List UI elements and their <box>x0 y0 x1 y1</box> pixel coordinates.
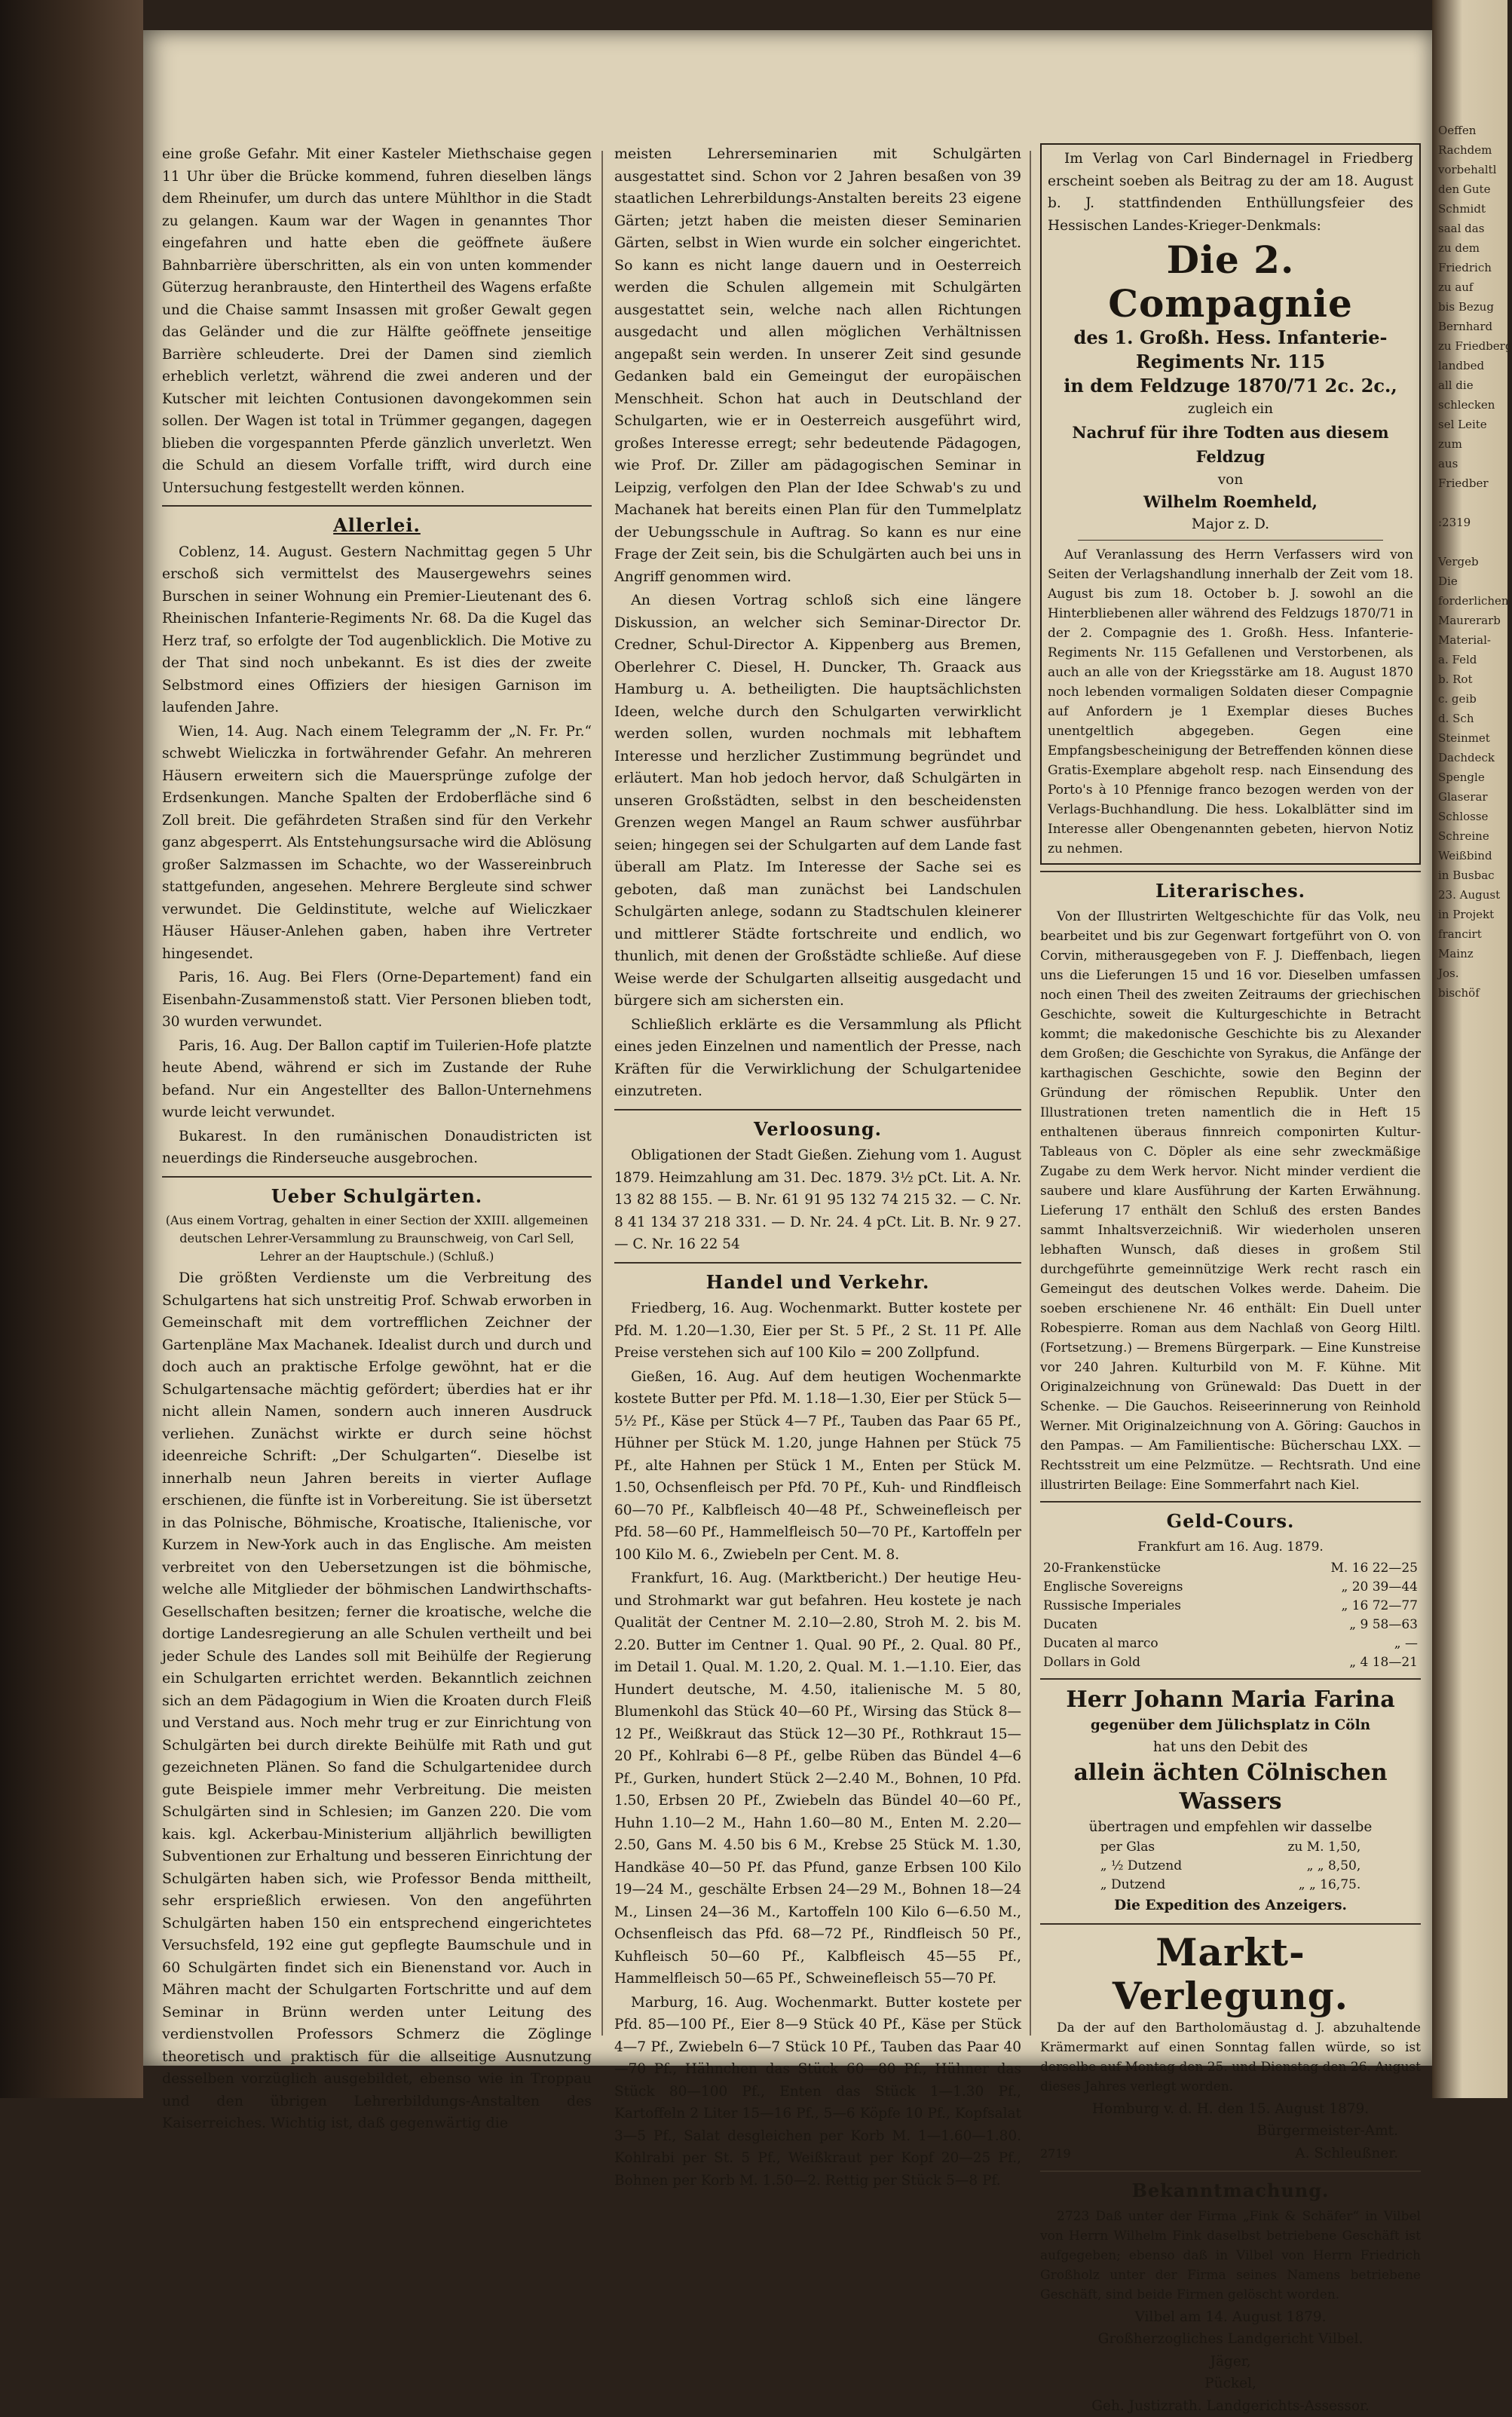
farina-name: Herr Johann Maria Farina <box>1040 1686 1421 1714</box>
geld-cours-heading: Geld-Cours. <box>1040 1510 1421 1533</box>
book-title: Die 2. Compagnie <box>1048 238 1413 326</box>
book-binding <box>0 0 143 2098</box>
bekanntmachung-name-1: Jäger, <box>1040 2351 1421 2373</box>
divider <box>614 1262 1021 1264</box>
farina-product: allein ächten Cölnischen Wassers <box>1040 1759 1421 1816</box>
table-row <box>1040 1597 1421 1616</box>
accident-report: eine große Gefahr. Mit einer Kasteler Miethschaise gegen 11 Uhr über die Brücke kommend, fuhren dieselben längs dem Rheinufer, um durch das untere Mühlthor in die Stadt zu gelangen. Kaum war der Wagen in genanntes Thor eingefahren und hatte eben die geöffnete äußere Bahnbarrière überschritten, als ein von unten kommender Güterzug heranbrauste, den Hintertheil des Wagens erfaßte und die Chaise sammt Insassen mit großer Gewalt gegen das Geländer und die zur Hälfte geöffnete jenseitige Barrière schleuderte. Drei der Damen sind ziemlich erheblich verletzt, während die zwei anderen und der Kutscher mit leichten Contusionen davongekommen sein sollen. Der Wagen ist total in Trümmer gegangen, dagegen blieben die vorgespannten Pferde gänzlich unverletzt. Wen die Schuld an diesem Vorfalle trifft, wird durch eine Untersuchung festgestellt werden können. <box>162 143 592 499</box>
market-marburg: Marburg, 16. Aug. Wochenmarkt. Butter kostete per Pfd. 85—100 Pf., Eier 8—9 Stück 40 Pf., Käse per Stück 4—7 Pf., Zwiebeln 6—7 Stück 10 Pf., Tauben das Paar 40—70 Pf., Hähnchen das Stück 60—80 Pf., Hühner das Stück 80—100 Pf., Enten das Stück 1—1.30 Pf., Kartoffeln 2 Liter 15—16 Pf., 5—6 Köpfe 10 Pf., Kopfsalat 3—5 Pf., Salat desgleichen per Korb M. 1—1.60—1.80. Kohlrabi per St. 5 Pf., Weißkraut per Kopf 20—25 Pf., Bohnen per Korb M. 1.50—2. Rettig per Stück 5—8 Pf. <box>614 1992 1021 2192</box>
column-middle <box>614 143 1021 2193</box>
divider <box>1078 540 1383 541</box>
bekanntmachung-heading: Bekanntmachung. <box>1040 2180 1421 2202</box>
markt-footer <box>1040 2143 1421 2165</box>
book-title-line2: des 1. Großh. Hess. Infanterie-Regiments Nr. 115 <box>1048 326 1413 374</box>
price-value: „ „ 8,50, <box>1238 1857 1364 1876</box>
book-author: Wilhelm Roemheld, <box>1048 491 1413 513</box>
currency-value: „ 20 39—44 <box>1272 1578 1421 1597</box>
next-page-edge <box>1432 0 1507 2098</box>
newspaper-page <box>143 30 1432 2066</box>
column-rule-1 <box>601 151 603 2036</box>
divider <box>1040 2170 1421 2172</box>
bekanntmachung-name-2: Pückel, <box>1040 2373 1421 2395</box>
book-von: von <box>1048 469 1413 492</box>
table-row <box>1040 1578 1421 1597</box>
news-item-paris-2: Paris, 16. Aug. Der Ballon captif im Tuilerien-Hofe platzte heute Abend, während er sich im Zustande der Ruhe befand. Nur ein Angestellter des Ballon-Unternehmens wurde leicht verwundet. <box>162 1035 592 1124</box>
currency-value: M. 16 22—25 <box>1272 1559 1421 1578</box>
bekanntmachung-court: Großherzogliches Landgericht Vilbel. <box>1040 2328 1421 2351</box>
next-page-fragment: Oeffen Rachdem vorbehaltl den Gute Schmidt saal das zu dem Friedrich zu auf bis Bezug Bernhard zu Friedberg landbed all die schlecken sel Leite zum aus Friedber :2319 Vergeb Die forderlichen Maurerarb Material- a. Feld b. Rot c. geib d. Sch Steinmet Dachdeck Spengle Glaserar Schlosse Schreine Weißbind in Busbac 23. August in Projekt francirt Mainz Jos. bischöf <box>1432 0 1507 1003</box>
book-title-line3: in dem Feldzuge 1870/71 2c. 2c., <box>1048 374 1413 398</box>
currency-name: Russische Imperiales <box>1040 1597 1272 1616</box>
handel-heading: Handel und Verkehr. <box>614 1271 1021 1294</box>
farina-signature: Die Expedition des Anzeigers. <box>1040 1895 1421 1917</box>
markt-heading: Markt-Verlegung. <box>1040 1931 1421 2018</box>
market-giessen: Gießen, 16. Aug. Auf dem heutigen Wochenmarkte kostete Butter per Pfd. M. 1.18—1.30, Eier per Stück 5—5½ Pf., Käse per Stück 4—7 Pf., Tauben das Paar 65 Pf., Hühner per Stück M. 1.20, junge Hahnen per Stück 75 Pf., alte Hahnen per Stück 1 M., Enten per Stück M. 1.50, Ochsenfleisch per Pfd. 70 Pf., Kuh- und Rindfleisch 60—70 Pf., Kalbfleisch 40—48 Pf., Schweinefleisch per Pfd. 58—60 Pf., Hammelfleisch 50—70 Pf., Kartoffeln per 100 Kilo M. 6., Zwiebeln per Cent. M. 8. <box>614 1366 1021 1567</box>
column-rule-2 <box>1030 151 1031 2036</box>
column-right <box>1040 143 1421 2417</box>
divider <box>1040 1923 1421 1925</box>
farina-debit: hat uns den Debit des <box>1040 1736 1421 1759</box>
divider <box>162 505 592 507</box>
bekanntmachung-text: 2723 Daß unter der Firma „Fink & Schäfer“ in Vilbel von Herrn Wilhelm Fink daselbst betriebene Geschäft ist aufgegeben; ebenso daß in Vilbel von Herrn Friedrich Großholz unter der Firma seines Namens betriebene Geschäft, sind beide Firmen gelöscht worden. <box>1040 2207 1421 2305</box>
currency-value: „ 4 18—21 <box>1272 1653 1421 1672</box>
schulgarten-subtitle: (Aus einem Vortrag, gehalten in einer Section der XXIII. allgemeinen deutschen Lehrer-Versammlung zu Braunschweig, von Carl Sell, Lehrer an der Hauptschule.) (Schluß.) <box>162 1212 592 1266</box>
table-row <box>1040 1634 1421 1653</box>
price-label: „ Dutzend <box>1097 1876 1238 1895</box>
currency-name: Dollars in Gold <box>1040 1653 1272 1672</box>
news-item-wien: Wien, 14. Aug. Nach einem Telegramm der „N. Fr. Pr.“ schwebt Wieliczka in fortwährender Gefahr. An mehreren Häusern erweitern sich die Mauersprünge zufolge der Erdsenkungen. Manche Spalten der Erdoberfläche sind 6 Zoll breit. Die gefährdeten Straßen sind für den Verkehr ganz abgesperrt. Als Entstehungsursache wird die Ablösung großer Salzmassen im Schachte, wo der Wassereinbruch stattgefunden, angesehen. Mehrere Bergleute sind schwer verwundet. Die Geldinstitute, welche auf Wieliczkaer Häuser Häuser-Anlehen gaben, haben ihre Vertreter hingesendet. <box>162 721 592 966</box>
currency-name: Ducaten <box>1040 1616 1272 1634</box>
schulgarten-continued-1: meisten Lehrerseminarien mit Schulgärten ausgestattet sind. Schon vor 2 Jahren besaßen von 39 staatlichen Lehrerbildungs-Anstalten bereits 23 eigene Gärten; jetzt haben die meisten dieser Seminarien Gärten, selbst in Wien wurde ein solcher eingerichtet. So kann es nicht lange dauern und in Oesterreich werden die Schulen allgemein mit Schulgärten ausgestattet sein, welche nach allen Richtungen ausgedacht und allen möglichen Verhältnissen angepaßt sein werden. In unserer Zeit sind gesunde Gedanken bald ein Gemeingut der europäischen Menschheit. Schon hat auch in Deutschland der Schulgarten, wie er in Oesterreich ausgeführt wird, großes Interesse erregt; sehr bedeutende Pädagogen, wie Prof. Dr. Ziller am pädagogischen Seminar in Leipzig, verfolgen den Plan der Idee Schwab's zu und Machanek hat bereits einen Plan für den Tummelplatz der Uebungsschule in Auftrag. So kann es nur eine Frage der Zeit sein, bis die Schulgärten auch bei uns in Angriff genommen wird. <box>614 143 1021 588</box>
bekanntmachung-place: Vilbel am 14. August 1879. <box>1040 2306 1421 2329</box>
farina-recommend: übertragen und empfehlen wir dasselbe <box>1040 1816 1421 1839</box>
market-friedberg: Friedberg, 16. Aug. Wochenmarkt. Butter kostete per Pfd. M. 1.20—1.30, Eier per St. 5 Pf., 2 St. 11 Pf. Alle Preise verstehen sich auf 100 Kilo = 200 Zollpfund. <box>614 1297 1021 1365</box>
markt-number: 2719 <box>1040 2143 1071 2165</box>
markt-place: Homburg v. d. H. den 15. August 1879. <box>1040 2098 1421 2121</box>
table-row <box>1097 1876 1364 1895</box>
divider <box>162 1176 592 1178</box>
schulgarten-continued-2: An diesen Vortrag schloß sich eine längere Diskussion, an welcher sich Seminar-Director Dr. Credner, Schul-Director A. Kippenberg aus Bremen, Oberlehrer C. Diesel, H. Duncker, Th. Graack aus Hamburg u. A. betheiligten. Die hauptsächlichsten Ideen, welche durch den Schulgarten verwirklicht werden sollen, wurden nochmals mit lebhaftem Interesse und herzlicher Zustimmung begründet und erläutert. Man hob jedoch hervor, daß Schulgärten in unseren Großstädten, selbst in den bescheidensten Grenzen wegen Mangel an Raum schwer ausführbar seien; hingegen sei der Schulgarten auf dem Lande fast überall am Platz. Im Interesse der Sache sei es geboten, daß man zunächst bei Landschulen Schulgärten anlege, sodann zu Stadtschulen kleinerer und mittlerer Städte fortschreite und endlich, wo thunlich, mit denen der Großstädte schließe. Auf diese Weise werde der Schulgarten allseitig ausgedacht und bürgere sich am sichersten ein. <box>614 590 1021 1012</box>
currency-value: „ 9 58—63 <box>1272 1616 1421 1634</box>
allerlei-heading: Allerlei. <box>162 514 592 537</box>
verloosung-text: Obligationen der Stadt Gießen. Ziehung vom 1. August 1879. Heimzahlung am 31. Dec. 1879. 3½ pCt. Lit. A. Nr. 13 82 88 155. — B. Nr. 61 91 95 132 74 215 32. — C. Nr. 8 41 134 37 218 331. — D. Nr. 24. 4 pCt. Lit. B. Nr. 9 27. — C. Nr. 16 22 54 <box>614 1144 1021 1256</box>
currency-name: 20-Frankenstücke <box>1040 1559 1272 1578</box>
market-frankfurt: Frankfurt, 16. Aug. (Marktbericht.) Der heutige Heu- und Strohmarkt war gut befahren. Heu kostete je nach Qualität der Centner M. 2.10—2.80, Stroh M. 2. bis M. 2.20. Butter im Centner 1. Qual. 90 Pf., 2. Qual. 80 Pf., im Detail 1. Qual. M. 1.20, 2. Qual. M. 1.—1.10. Eier, das Hundert deutsche, M. 4.50, italienische M. 5 80, Blumenkohl das Stück 40—60 Pf., Wirsing das Stück 8—12 Pf., Weißkraut das Stück 12—30 Pf., Rothkraut 15—20 Pf., Kohlrabi 6—8 Pf., gelbe Rüben das Bündel 4—6 Pf., Gurken, hundert Stück 2—2.40 M., Bohnen, 10 Pfd. 1.50, Erbsen 20 Pf., Zwiebeln das Bündel 40—60 Pf., Huhn 1.10—2 M., Hahn 1.60—80 M., Enten M. 2.20—2.50, Gans M. 4.50 bis 6 M., Krebse 25 Stück M. 1.30, Handkäse 40—50 Pf. das Pfund, ganze Erbsen 100 Kilo 19—24 M., geschälte Erbsen 24—29 M., Bohnen 18—24 M., Linsen 24—36 M., Kartoffeln 100 Kilo 6—6.50 M., Ochsenfleisch das Pfd. 68—72 Pf., Rindfleisch 50 Pf., Kuhfleisch 50—60 Pf., Kalbfleisch 45—55 Pf., Hammelfleisch 50—65 Pf., Schweinefleisch 55—70 Pf. <box>614 1567 1021 1990</box>
divider <box>1040 1678 1421 1680</box>
literarisches-text: Von der Illustrirten Weltgeschichte für das Volk, neu bearbeitet und bis zur Gegenwart fortgeführt von O. von Corvin, mitherausgegeben von F. J. Dieffenbach, liegen uns die Lieferungen 15 und 16 vor. Dieselben umfassen noch einen Theil des zweiten Zeitraums der griechischen Geschichte, soweit die Kulturgeschichte in Betracht kommt; die makedonische Geschichte bis zu Alexander dem Großen; die Geschichte von Syrakus, die Anfänge der karthagischen Geschichte, sowie den Beginn der Gründung der römischen Republik. Unter den Illustrationen treten namentlich die in Heft 15 enthaltenen überaus finnreich componirten Kultur-Tableaus von C. Döpler als eine sehr zweckmäßige Zugabe zu dem Werk hervor. Nicht minder verdient die saubere und klare Ausführung der Karten Erwähnung. Lieferung 17 enthält den Schluß des ersten Bandes sammt Inhaltsverzeichniß. Wir wiederholen unseren lebhaften Wunsch, daß dieses in großem Stil durchgeführte gemeinnützige Werk recht rasch ein Gemeingut des deutschen Volkes werde. Daheim. Die soeben erschienene Nr. 46 enthält: Ein Duell unter Robespierre. Roman aus dem Nachlaß von Georg Hiltl. (Fortsetzung.) — Bremens Bürgerpark. — Eine Kunstreise vor 240 Jahren. Kulturbild von M. F. Kühne. Mit Originalzeichnung von Grünewald: Das Duett in der Schenke. — Die Gauchos. Reiseerinnerung von Reinhold Werner. Mit Originalzeichnung von A. Göring: Gauchos in den Pampas. — Am Familientische: Bücherschau LXX. — Rechtsstreit um eine Pelzmütze. — Rechtsrath. Und eine illustrirten Beilage: Eine Sommerfahrt nach Kiel. <box>1040 907 1421 1495</box>
price-value: „ „ 16,75. <box>1238 1876 1364 1895</box>
markt-office: Bürgermeister-Amt. <box>1040 2120 1421 2143</box>
book-nachruf: Nachruf für ihre Todten aus diesem Feldzug <box>1048 421 1413 469</box>
geld-cours-subtitle: Frankfurt am 16. Aug. 1879. <box>1040 1536 1421 1559</box>
currency-value: „ — <box>1272 1634 1421 1653</box>
farina-address: gegenüber dem Jülichsplatz in Cöln <box>1040 1714 1421 1737</box>
table-row <box>1097 1838 1364 1857</box>
farina-price-table <box>1097 1838 1364 1895</box>
verloosung-heading: Verloosung. <box>614 1118 1021 1141</box>
table-row <box>1040 1559 1421 1578</box>
price-value: zu M. 1,50, <box>1238 1838 1364 1857</box>
table-row <box>1040 1616 1421 1634</box>
schulgarten-article: Die größten Verdienste um die Verbreitung des Schulgartens hat sich unstreitig Prof. Schwab erworben in Gemeinschaft mit dem vortrefflichen Zeichner der Gartenpläne Max Machanek. Idealist durch und durch und doch auch an praktische Erfolge gewöhnt, hat er die Schulgartensache mächtig gefördert; überdies hat er ihr nicht allein Namen, sondern auch inneren Ausdruck verliehen. Zunächst wirkte er durch seine höchst ideenreiche Schrift: „Der Schulgarten“. Dieselbe ist innerhalb neun Jahren bereits in vierter Auflage erschienen, die fünfte ist in Vorbereitung. Sie ist übersetzt in das Polnische, Böhmische, Kroatische, Italienische, vor Kurzem in New-York auch in das Englische. Am meisten verbreitet von den Uebersetzungen ist die böhmische, welche alle Mitglieder der böhmischen Landwirthschafts-Gesellschaften besitzen; ferner die kroatische, welche die dortige Landesregierung an alle Schulen vertheilt und bei jeder Schule des Landes soll mit Beihülfe der Regierung ein Schulgarten errichtet werden. Bekanntlich zeichnen sich an dem Pädagogium in Wien die Kroaten durch Fleiß und Verstand aus. Noch mehr trug er zur Einrichtung von Schulgärten bei durch direkte Beihülfe mit Rath und gut gezeichneten Plänen. So fand die Schulgartenidee durch gute Beispiele immer mehr Verbreitung. Die meisten Schulgärten sind in Schlesien; im Ganzen 220. Die vom kais. kgl. Ackerbau-Ministerium alljährlich bewilligten Subventionen zur Erhaltung und besseren Einrichtung der Schulgärten haben sich, wie Professor Benda mittheilt, sehr ersprießlich erwiesen. Von den angeführten Schulgärten haben 150 ein entsprechend eingerichtetes Versuchsfeld, 192 eine gut gepflegte Baumschule und in 60 Schulgärten findet sich ein Bienenstand vor. Auch in Mähren macht der Schulgarten Fortschritte und auf dem Seminar in Brünn werden unter Leitung des verdienstvollen Professors Schmerz die Zöglinge theoretisch und praktisch für die allseitige Ausnutzung desselben vorzüglich ausgebildet, ebenso wie in Troppau und den übrigen Lehrerbildungs-Anstalten des Kaiserreiches. Wichtig ist, daß gegenwärtig die <box>162 1267 592 2135</box>
book-author-rank: Major z. D. <box>1048 513 1413 536</box>
news-item-bukarest: Bukarest. In den rumänischen Donaudistricten ist neuerdings die Rinderseuche ausgebrochen. <box>162 1126 592 1170</box>
divider <box>614 1109 1021 1110</box>
divider <box>1040 871 1421 872</box>
table-row <box>1097 1857 1364 1876</box>
markt-text: Da der auf den Bartholomäustag d. J. abzuhaltende Krämermarkt auf einen Sonntag fallen würde, so ist derselbe auf Montag den 25. und Dienstag den 26. August dieses Jahres verlegt worden. <box>1040 2018 1421 2097</box>
verlag-intro: Im Verlag von Carl Bindernagel in Friedberg erscheint soeben als Beitrag zu der am 18. August b. J. stattfindenden Enthüllungsfeier des Hessischen Landes-Krieger-Denkmals: <box>1048 148 1413 237</box>
price-label: „ ½ Dutzend <box>1097 1857 1238 1876</box>
verlag-text: Auf Veranlassung des Herrn Verfassers wird von Seiten der Verlagshandlung innerhalb der Zeit vom 18. August bis zum 18. October b. J. sowohl an die Hinterbliebenen aller während des Feldzugs 1870/71 in der 2. Compagnie des 1. Großh. Hess. Infanterie-Regiments Nr. 115 Gefallenen und Verstorbenen, als auch an alle von der Kriegsstärke am 18. August 1870 noch lebenden vormaligen Soldaten dieser Compagnie auf Anfordern je 1 Exemplar dieses Buches unentgeltlich abgegeben. Gegen eine Empfangsbescheinigung der Betreffenden können diese Gratis-Exemplare abgeholt resp. nach Einsendung des Porto's à 10 Pfennige franco bezogen werden von der Verlags-Buchhandlung. Die hess. Lokalblätter sind im Interesse aller Obengenannten gebeten, hiervon Notiz zu nehmen. <box>1048 545 1413 859</box>
column-left <box>162 143 592 2137</box>
currency-name: Ducaten al marco <box>1040 1634 1272 1653</box>
price-label: per Glas <box>1097 1838 1238 1857</box>
currency-value: „ 16 72—77 <box>1272 1597 1421 1616</box>
currency-table <box>1040 1559 1421 1672</box>
schulgarten-continued-3: Schließlich erklärte es die Versammlung als Pflicht eines jeden Einzelnen und namentlich der Presse, nach Kräften für die Verwirklichung der Schulgartenidee einzutreten. <box>614 1014 1021 1103</box>
literarisches-heading: Literarisches. <box>1040 880 1421 902</box>
currency-name: Englische Sovereigns <box>1040 1578 1272 1597</box>
news-item-paris-1: Paris, 16. Aug. Bei Flers (Orne-Departement) fand ein Eisenbahn-Zusammenstoß statt. Vier Personen blieben todt, 30 wurden verwundet. <box>162 966 592 1034</box>
divider <box>1040 1501 1421 1503</box>
book-zugleich: zugleich ein <box>1048 398 1413 421</box>
book-advertisement <box>1040 143 1421 865</box>
table-row <box>1040 1653 1421 1672</box>
bekanntmachung-name-3: Geh. Justizrath. Landgerichts-Assessor. <box>1040 2395 1421 2417</box>
news-item-coblenz: Coblenz, 14. August. Gestern Nachmittag gegen 5 Uhr erschoß sich vermittelst des Mausergewehrs seines Burschen in seiner Wohnung ein Premier-Lieutenant des 6. Rheinischen Infanterie-Regiments Nr. 68. Da die Kugel das Herz traf, so erfolgte der Tod augenblicklich. Die Motive zu der That sind noch unbekannt. Es ist dies der zweite Selbstmord eines Offiziers der hiesigen Garnison im laufenden Jahre. <box>162 541 592 719</box>
markt-signature: A. Schleußner. <box>1295 2143 1398 2165</box>
schulgarten-heading: Ueber Schulgärten. <box>162 1185 592 1208</box>
